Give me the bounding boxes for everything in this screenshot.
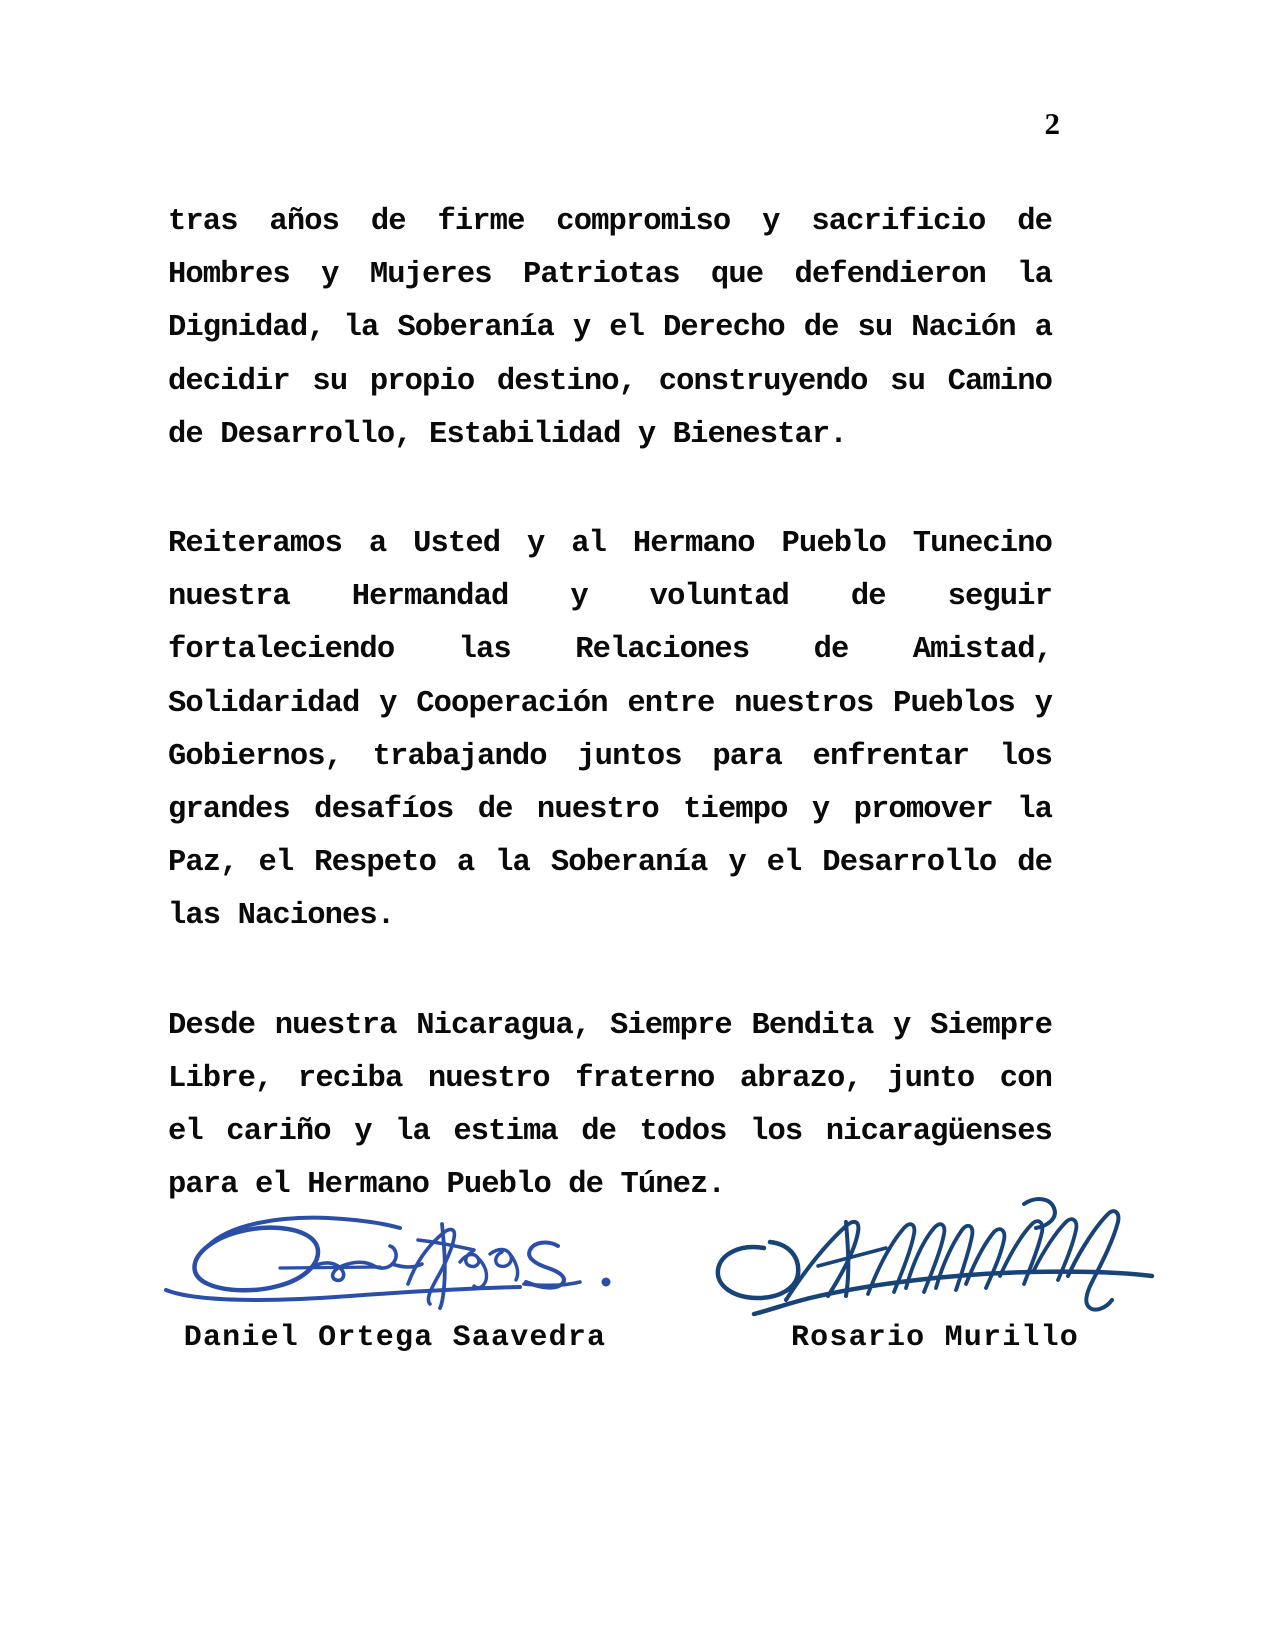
signature-block-rosario-murillo bbox=[700, 1188, 1170, 1378]
signature-mark-icon bbox=[160, 1188, 630, 1316]
paragraph-3: Desde nuestra Nicaragua, Siempre Bendita y Siempre Libre, reciba nuestro fraterno abrazo, junto con el cariño y la estima de todos los nicaragüenses para el Hermano Pueblo de Túnez. bbox=[168, 1008, 1052, 1203]
signature-area bbox=[140, 1188, 1100, 1378]
letter-body bbox=[168, 196, 1052, 1212]
page-number: 2 bbox=[1044, 106, 1060, 141]
signature-name-rosario-murillo: Rosario Murillo bbox=[790, 1321, 1080, 1355]
paragraph-1: tras años de firme compromiso y sacrificio de Hombres y Mujeres Patriotas que defendieron la Dignidad, la Soberanía y el Derecho de su Nación a decidir su propio destino, construyendo su Camino de Desarrollo, Estabilidad y Bienestar. bbox=[168, 205, 1052, 452]
signature-name-daniel-ortega: Daniel Ortega Saavedra bbox=[183, 1321, 607, 1355]
signature-mark-icon bbox=[700, 1188, 1170, 1316]
signature-block-daniel-ortega bbox=[160, 1188, 630, 1378]
paragraph-2: Reiteramos a Usted y al Hermano Pueblo Tunecino nuestra Hermandad y voluntad de seguir fortaleciendo las Relaciones de Amistad, Solidaridad y Cooperación entre nuestros Pueblos y Gobiernos, trabajando juntos para enfrentar los grandes desafíos de nuestro tiempo y promover la Paz, el Respeto a la Soberanía y el Desarrollo de las Naciones. bbox=[168, 527, 1052, 934]
